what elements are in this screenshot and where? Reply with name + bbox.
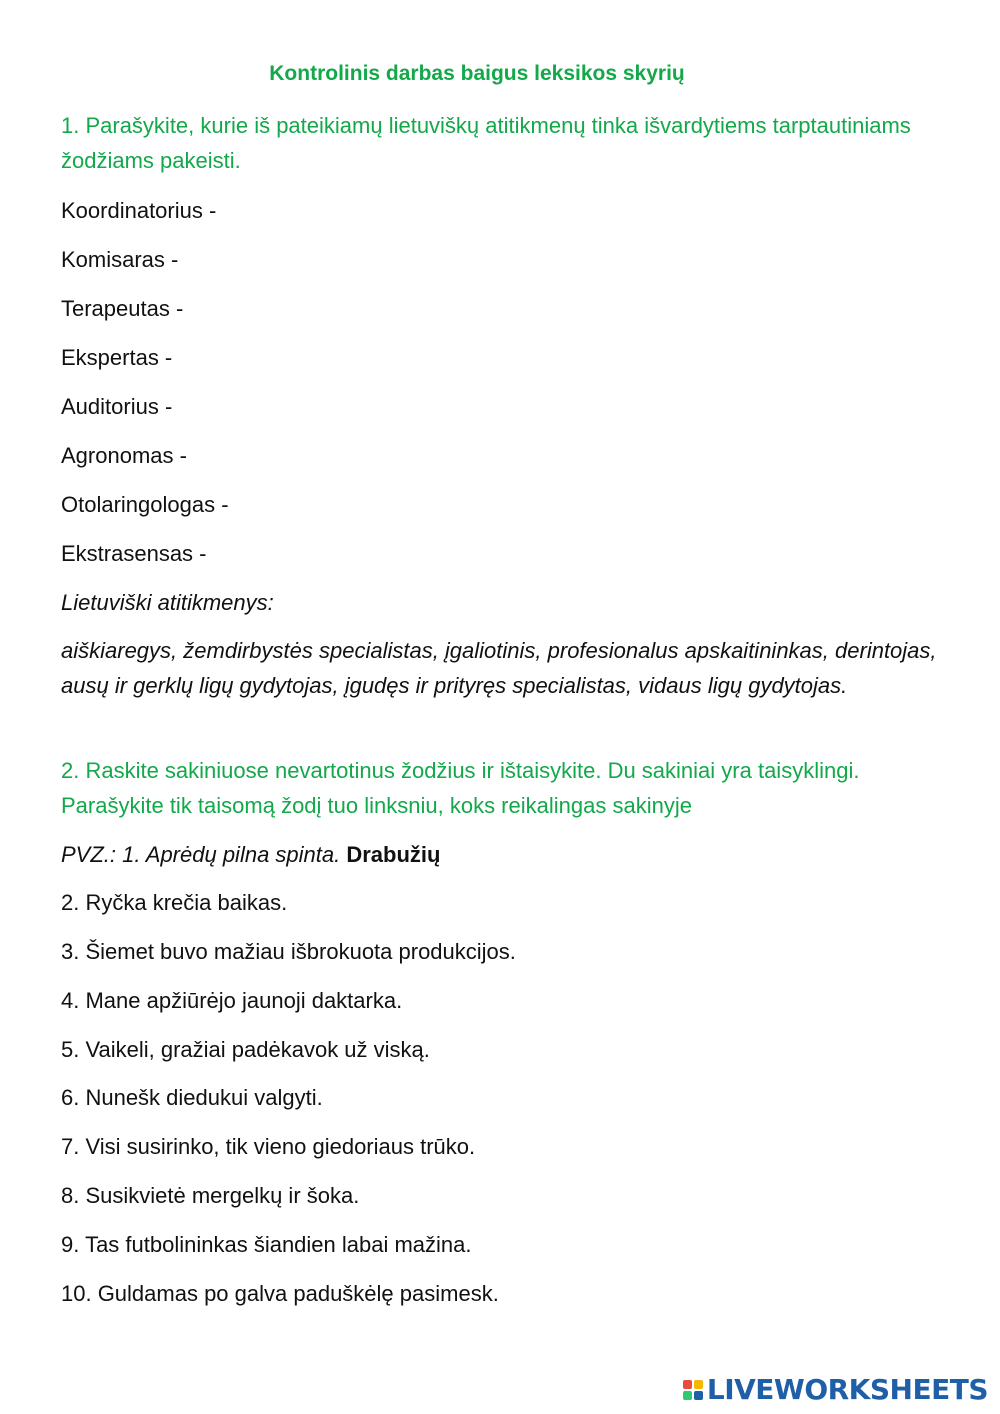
task2-heading: 2. Raskite sakiniuose nevartotinus žodžius ir ištaisykite. Du sakiniai yra taisyklingi. Parašykite tik taisomą žodį tuo linksniu, koks reikalingas sakinyje: [61, 758, 860, 818]
sentence-item: 6. Nunešk diedukui valgyti.: [61, 1085, 323, 1110]
equivalents-label: Lietuviški atitikmenys:: [61, 590, 274, 615]
word-item: Agronomas -: [61, 443, 187, 468]
sentence-item: 8. Susikvietė mergelkų ir šoka.: [61, 1183, 360, 1208]
worksheet-title: Kontrolinis darbas baigus leksikos skyrių: [269, 62, 685, 85]
example-answer: Drabužių: [346, 842, 441, 867]
logo-square: [694, 1391, 703, 1400]
liveworksheets-logo: [683, 1373, 988, 1406]
example-line: [61, 837, 440, 872]
word-item: Ekspertas -: [61, 345, 173, 370]
sentence-item: 3. Šiemet buvo mažiau išbrokuota produkcijos.: [61, 939, 516, 964]
logo-square: [683, 1380, 692, 1389]
logo-square: [694, 1380, 703, 1389]
word-item: Auditorius -: [61, 394, 173, 419]
sentence-item: 4. Mane apžiūrėjo jaunoji daktarka.: [61, 988, 403, 1013]
equivalents-list: aiškiaregys, žemdirbystės specialistas, įgaliotinis, profesionalus apskaitininkas, derintojas, ausų ir gerklų ligų gydytojas, įgudęs ir prityręs specialistas, vidaus ligų gydytojas.: [61, 638, 937, 698]
word-item: Otolaringologas -: [61, 492, 229, 517]
sentence-item: 5. Vaikeli, gražiai padėkavok už viską.: [61, 1037, 430, 1062]
logo-text: LIVEWORKSHEETS: [706, 1373, 988, 1406]
word-item: Terapeutas -: [61, 296, 184, 321]
example-sentence: PVZ.: 1. Aprėdų pilna spinta.: [61, 842, 341, 867]
word-item: Komisaras -: [61, 247, 179, 272]
word-item: Ekstrasensas -: [61, 541, 207, 566]
word-item: Koordinatorius -: [61, 198, 217, 223]
sentence-item: 2. Ryčka krečia baikas.: [61, 890, 288, 915]
task1-heading: 1. Parašykite, kurie iš pateikiamų lietuviškų atitikmenų tinka išvardytiems tarptautiniams žodžiams pakeisti.: [61, 113, 911, 173]
logo-icon: [683, 1380, 703, 1400]
sentence-item: 10. Guldamas po galva paduškėlę pasimesk.: [61, 1281, 499, 1306]
sentence-item: 7. Visi susirinko, tik vieno giedoriaus trūko.: [61, 1134, 476, 1159]
sentence-item: 9. Tas futbolininkas šiandien labai mažina.: [61, 1232, 472, 1257]
logo-square: [683, 1391, 692, 1400]
